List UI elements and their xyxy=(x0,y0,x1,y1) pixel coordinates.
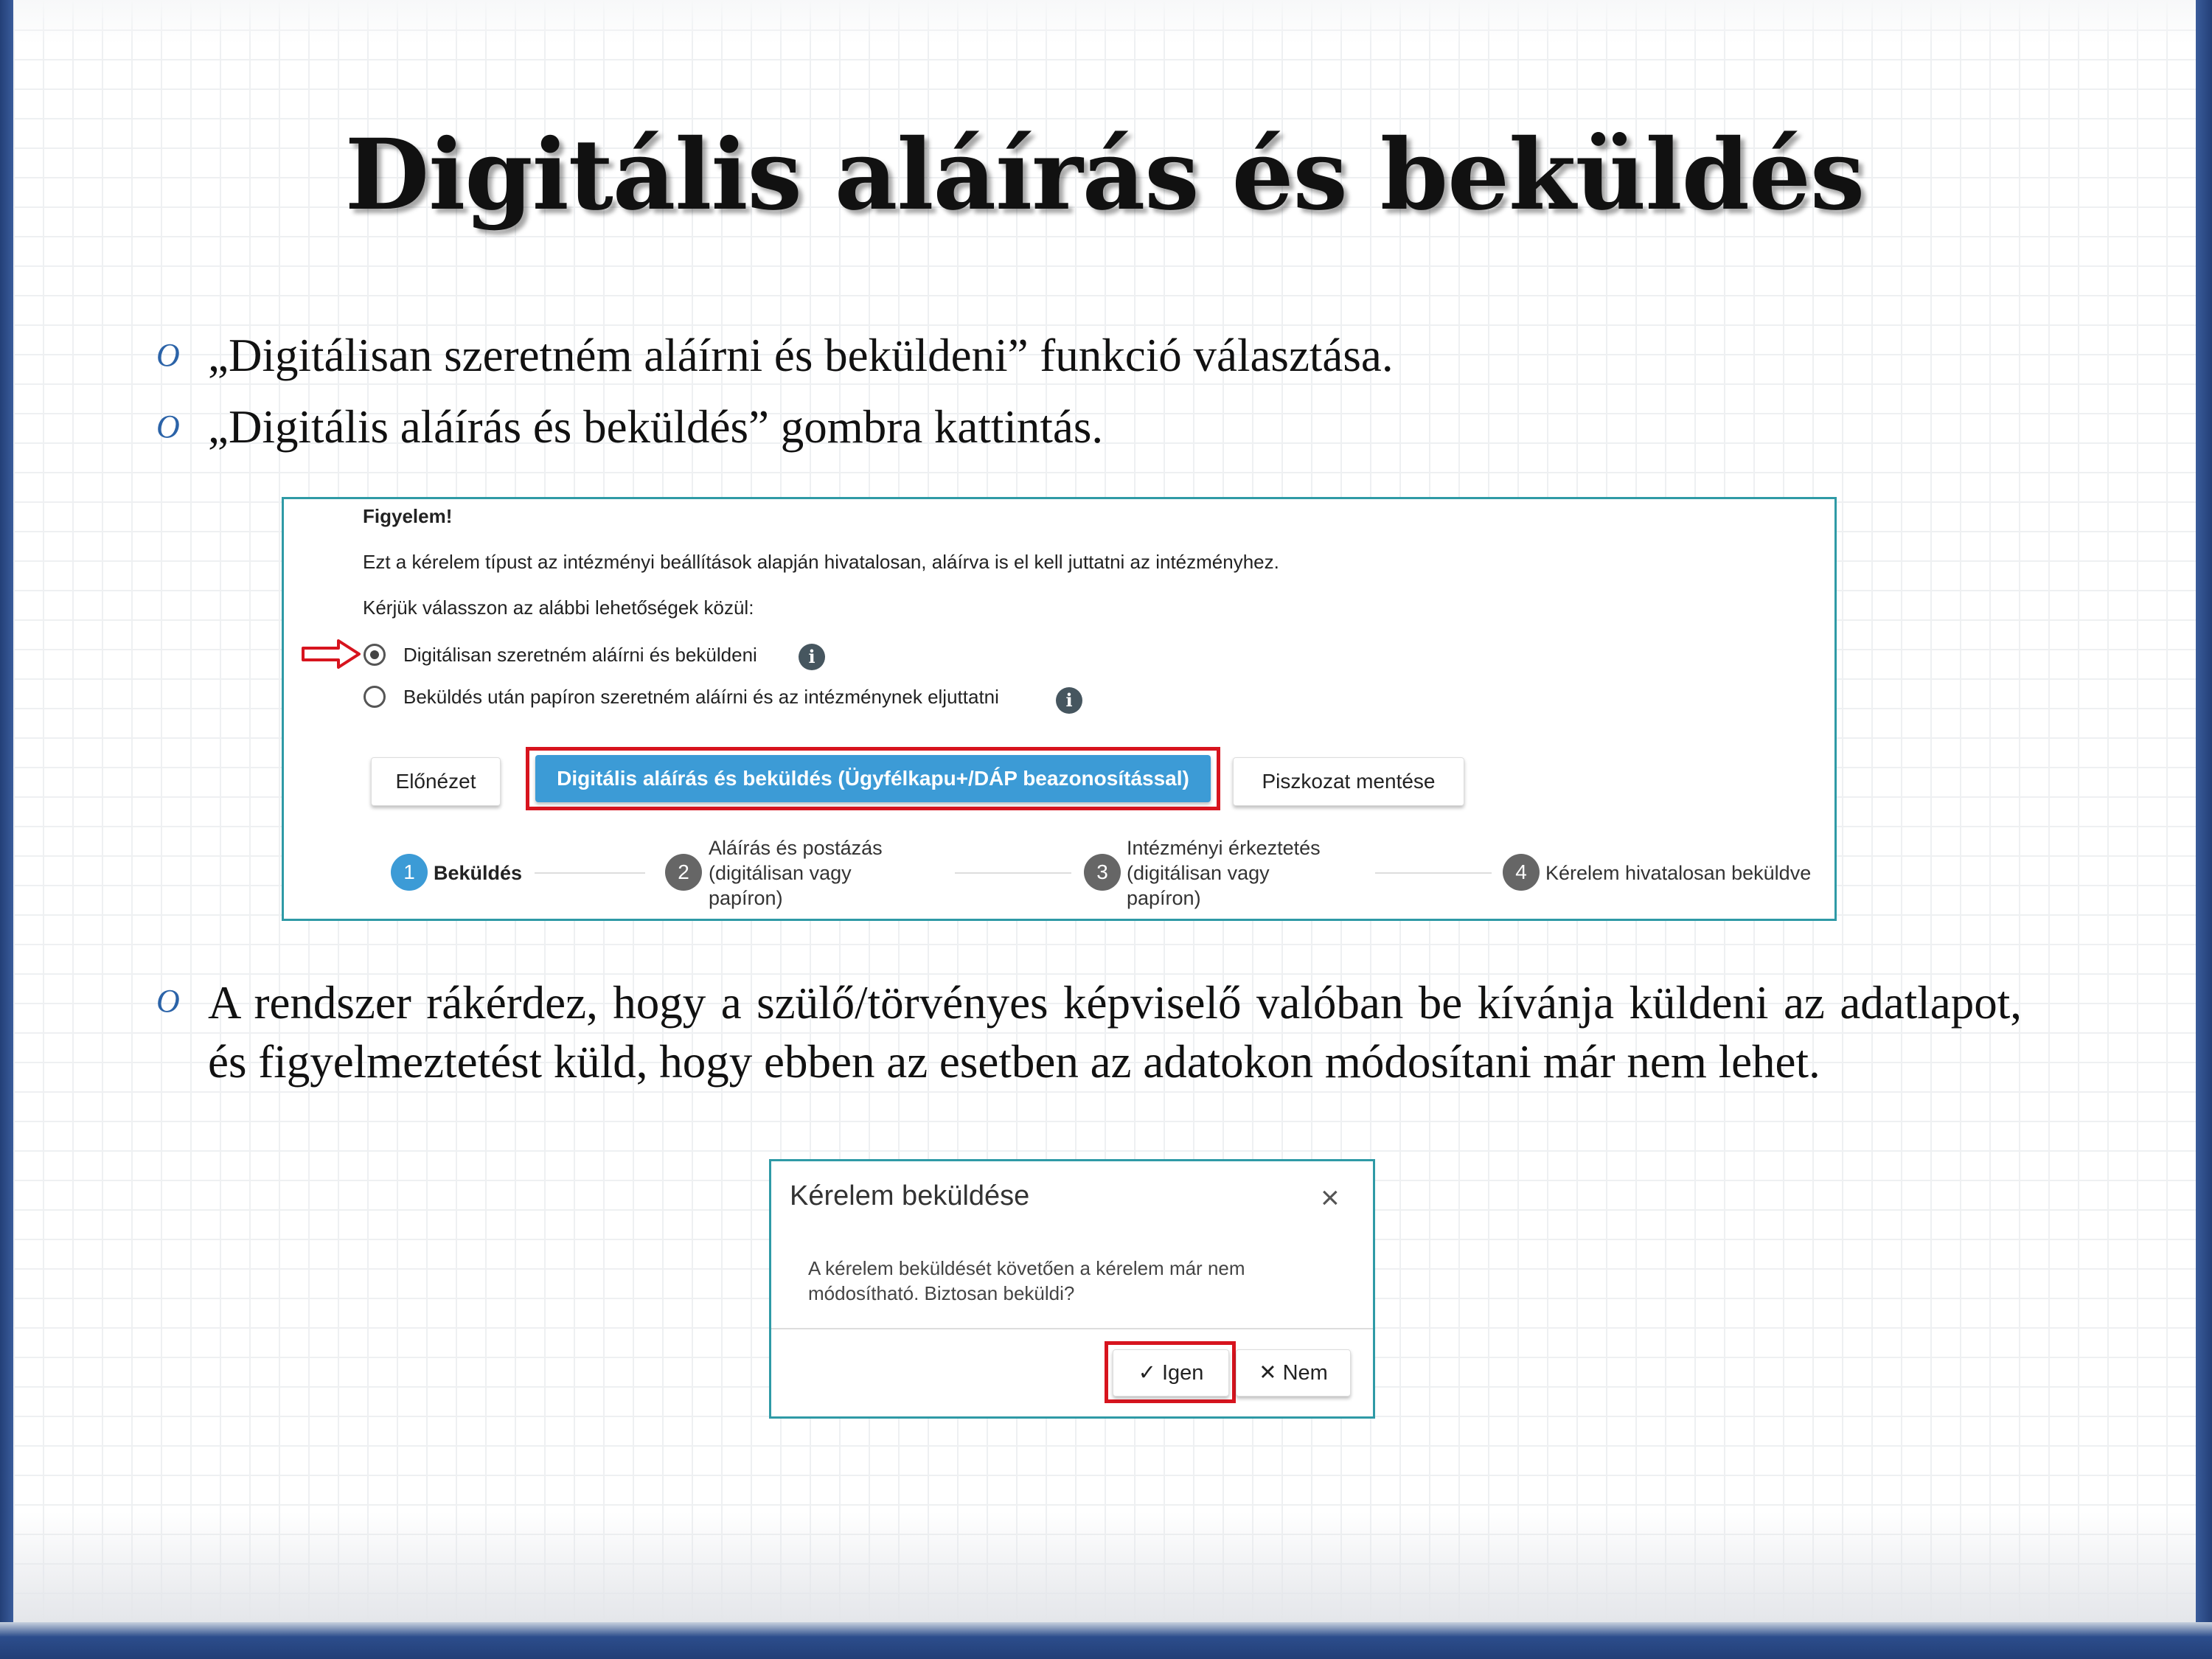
step-2-circle: 2 xyxy=(665,854,702,891)
form-prompt: Kérjük válasszon az alábbi lehetőségek közül: xyxy=(363,597,754,619)
bullet-marker-2: O xyxy=(156,408,180,445)
slide-top-fade xyxy=(13,0,2196,44)
step-4-label: Kérelem hivatalosan beküldve xyxy=(1545,862,1812,884)
close-icon[interactable]: × xyxy=(1321,1180,1340,1216)
red-arrow-icon xyxy=(300,638,362,670)
yes-button[interactable] xyxy=(1113,1349,1229,1397)
close-x-icon: ✕ xyxy=(1259,1361,1277,1385)
step-4-circle: 4 xyxy=(1503,854,1540,891)
radio-digital-sign[interactable] xyxy=(364,644,386,666)
right-frame-band xyxy=(2196,0,2212,1659)
slide-title: Digitális aláírás és beküldés xyxy=(344,118,1865,232)
form-heading: Figyelem! xyxy=(363,505,453,527)
step-3-label xyxy=(1127,835,1321,911)
dialog-message-line-2: módosítható. Biztosan beküldi? xyxy=(808,1282,1075,1304)
bullet-2: „Digitális aláírás és beküldés” gombra kattintás. xyxy=(208,401,1104,453)
bottom-frame-band xyxy=(0,1622,2212,1659)
bullet-marker-1: O xyxy=(156,337,180,373)
option-digital-label[interactable]: Digitálisan szeretném aláírni és beküldeni xyxy=(403,644,757,666)
confirm-dialog xyxy=(769,1159,1375,1419)
dialog-divider xyxy=(771,1328,1373,1329)
left-frame-band xyxy=(0,0,13,1659)
radio-paper-sign[interactable] xyxy=(364,686,386,708)
info-icon[interactable]: i xyxy=(799,644,825,670)
slide-bottom-fade xyxy=(13,1512,2196,1622)
dialog-title: Kérelem beküldése xyxy=(790,1180,1030,1211)
slide xyxy=(13,0,2196,1622)
bullet-1: „Digitálisan szeretném aláírni és beküldeni” funkció választása. xyxy=(208,330,1394,381)
step-1-circle: 1 xyxy=(391,854,428,891)
no-button[interactable] xyxy=(1236,1349,1351,1397)
save-draft-button[interactable]: Piszkozat mentése xyxy=(1233,757,1464,806)
radio-selected-dot xyxy=(370,650,379,659)
step-3-circle: 3 xyxy=(1084,854,1121,891)
step-2-line-1: Aláírás és postázás xyxy=(709,837,883,859)
step-3-line-1: Intézményi érkeztetés xyxy=(1127,837,1321,859)
info-icon[interactable]: i xyxy=(1056,687,1082,714)
check-icon: ✓ xyxy=(1138,1361,1156,1385)
stepper-connector xyxy=(955,872,1071,874)
dialog-message-line-1: A kérelem beküldését követően a kérelem már nem xyxy=(808,1257,1245,1279)
step-3-line-2: (digitálisan vagy xyxy=(1127,862,1270,884)
sign-submit-button[interactable]: Digitális aláírás és beküldés (Ügyfélkapu+/DÁP beazonosítással) xyxy=(535,755,1211,802)
step-1-label: Beküldés xyxy=(434,862,523,884)
bullet-3: A rendszer rákérdez, hogy a szülő/törvényes képviselő valóban be kívánja küldeni az adatlapot, és figyelmeztetést küld, hogy ebben az esetben az adatokon módosítani már nem lehet. xyxy=(208,977,2022,1088)
preview-button[interactable]: Előnézet xyxy=(371,757,501,806)
option-paper-label[interactable]: Beküldés után papíron szeretném aláírni és az intézménynek eljuttatni xyxy=(403,686,999,708)
stepper-connector xyxy=(535,872,645,874)
step-2-line-2: (digitálisan vagy xyxy=(709,862,852,884)
dialog-message xyxy=(808,1256,1324,1306)
bullet-marker-3: O xyxy=(156,983,180,1019)
form-notice: Ezt a kérelem típust az intézményi beállítások alapján hivatalosan, aláírva is el kell juttatni az intézményhez. xyxy=(363,551,1279,573)
step-2-line-3: papíron) xyxy=(709,887,783,909)
stepper-connector xyxy=(1375,872,1492,874)
yes-label: Igen xyxy=(1161,1361,1204,1385)
step-2-label xyxy=(709,835,883,911)
no-label: Nem xyxy=(1282,1361,1328,1385)
form-screenshot xyxy=(282,497,1837,921)
step-3-line-3: papíron) xyxy=(1127,887,1201,909)
